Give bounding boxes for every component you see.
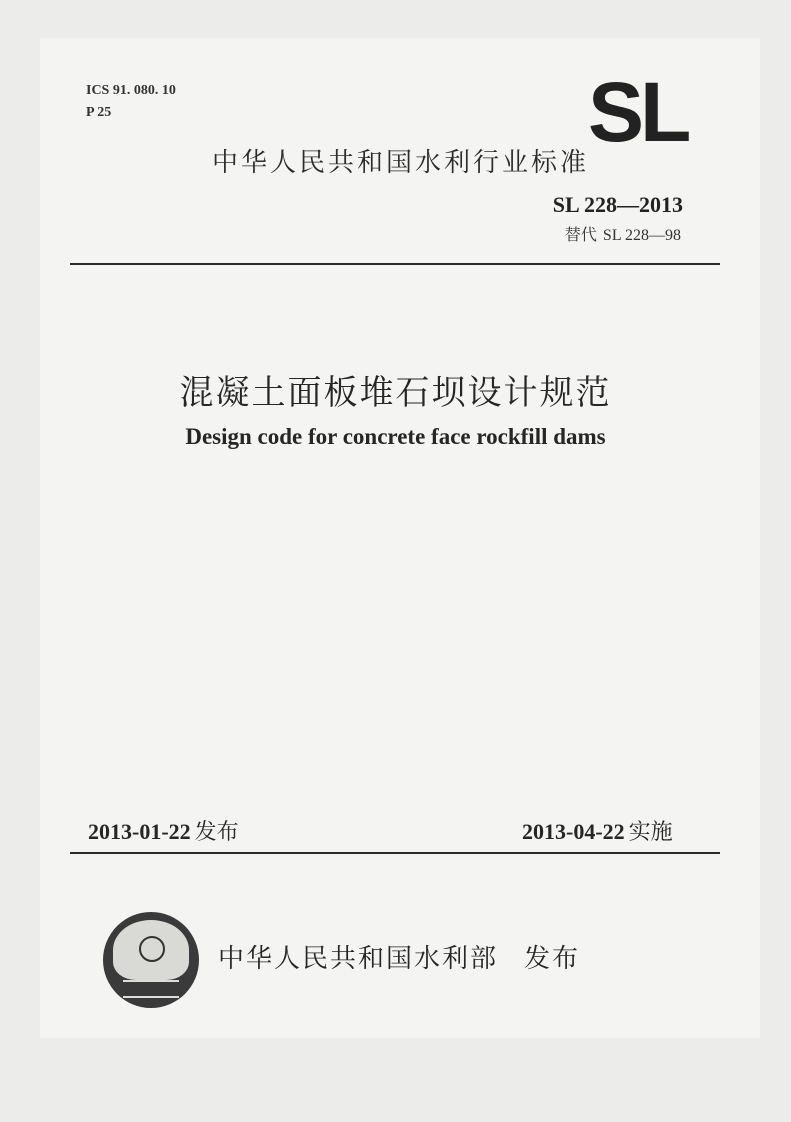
authority-heading: 中华人民共和国水利行业标准 (212, 148, 590, 178)
title-english: Design code for concrete face rockfill dams (185, 424, 606, 449)
issuer-name: 中华人民共和国水利部 (218, 944, 499, 974)
issued-label: 发布 (524, 944, 581, 974)
effective-date (522, 815, 673, 846)
seal-label-lines (123, 980, 179, 998)
published-label: 发布 (194, 820, 239, 845)
published-date-value: 2013-01-22 (88, 819, 191, 844)
seal-emblem-icon (139, 936, 165, 962)
classification-code: P 25 (86, 105, 112, 120)
title-chinese: 混凝土面板堆石坝设计规范 (179, 373, 612, 413)
replaces-line (565, 222, 681, 245)
document-page (40, 38, 760, 1038)
replaces-label: 替代 (564, 225, 597, 244)
sl-logo: SL (588, 65, 688, 159)
effective-date-value: 2013-04-22 (522, 819, 625, 844)
issuer-line (218, 938, 580, 975)
effective-label: 实施 (628, 820, 673, 845)
published-date (88, 815, 239, 846)
anti-counterfeit-seal (103, 912, 199, 1008)
ics-block (86, 80, 176, 124)
standard-code: SL 228—2013 (552, 192, 683, 217)
top-divider (70, 263, 720, 265)
bottom-divider (70, 852, 720, 854)
ics-code: ICS 91. 080. 10 (86, 83, 176, 98)
replaces-code: SL 228—98 (602, 227, 681, 244)
